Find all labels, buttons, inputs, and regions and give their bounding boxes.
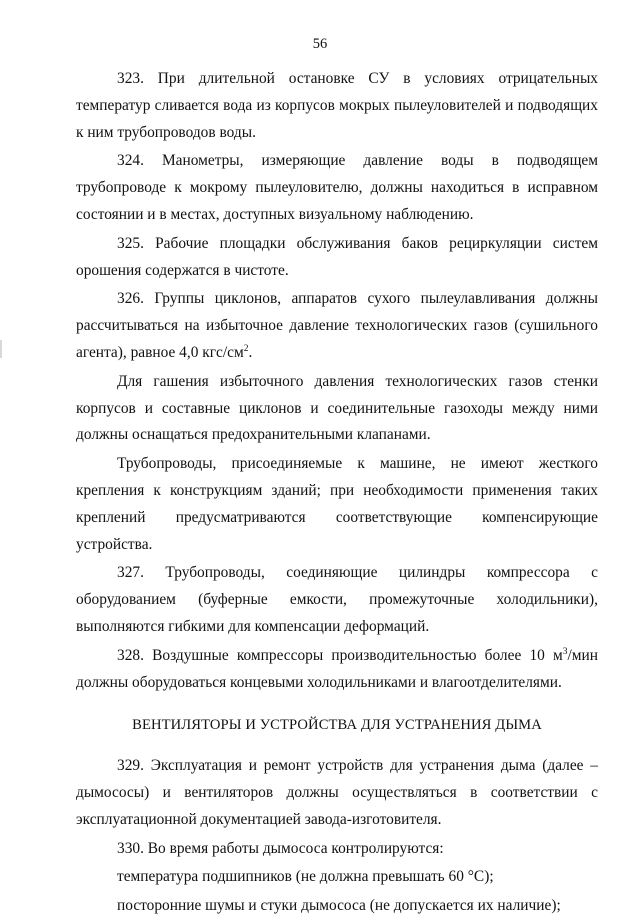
scan-edge-mark (0, 340, 2, 358)
paragraph-326-end: . (248, 343, 253, 361)
paragraph-330: 330. Во время работы дымососа контролируются: (117, 839, 444, 857)
section-heading: ВЕНТИЛЯТОРЫ И УСТРОЙСТВА ДЛЯ УСТРАНЕНИЯ ДЫМА (132, 717, 542, 734)
paragraph-326-text: 326. Группы циклонов, аппаратов сухого пылеулавливания должны рассчитываться на избыточное давление технологических газов (сушильного агента), равное 4,0 кгс/см (76, 290, 598, 361)
paragraph-330-item-bearings: температура подшипников (не должна превышать 60 °С); (117, 868, 494, 886)
paragraph-330-item-noise: посторонние шумы и стуки дымососа (не допускается их наличие); (117, 897, 561, 915)
paragraph-329: 329. Эксплуатация и ремонт устройств для устранения дыма (далее – дымососы) и вентиляторов должны осуществляться в соответствии с эксплуатационной документацией завода-изготовителя. (76, 757, 598, 828)
superscript-cubic: 3 (562, 646, 568, 657)
paragraph-323: 323. При длительной остановке СУ в условиях отрицательных температур сливается вода из корпусов мокрых пылеуловителей и подводящих к ним трубопроводов воды. (76, 70, 598, 141)
paragraph-326 (76, 286, 598, 366)
document-body (76, 66, 598, 920)
paragraph-328-end: /мин должны оборудоваться концевыми холодильниками и влагоотделителями. (76, 646, 598, 691)
page-number: 56 (312, 36, 328, 52)
paragraph-325: 325. Рабочие площадки обслуживания баков рециркуляции систем орошения содержатся в чистоте. (76, 234, 598, 279)
paragraph-326-pipelines: Трубопроводы, присоединяемые к машине, не имеют жесткого крепления к конструкциям зданий; при необходимости применения таких креплений предусматриваются соответствующие компенсирующие устройства. (76, 455, 598, 553)
superscript-square: 2 (243, 343, 249, 354)
paragraph-324: 324. Манометры, измеряющие давление воды в подводящем трубопроводе к мокрому пылеуловителю, должны находиться в исправном состоянии и в местах, доступных визуальному наблюдению. (76, 152, 598, 223)
paragraph-328-text: 328. Воздушные компрессоры производительностью более 10 м (117, 646, 563, 664)
paragraph-327: 327. Трубопроводы, соединяющие цилиндры компрессора с оборудованием (буферные емкости, промежуточные холодильники), выполняются гибкими для компенсации деформаций. (76, 564, 598, 635)
paragraph-326-relief-valves: Для гашения избыточного давления технологических газов стенки корпусов и составные циклонов и соединительные газоходы между ними должны оснащаться предохранительными клапанами. (76, 372, 598, 444)
paragraph-328 (76, 643, 598, 697)
